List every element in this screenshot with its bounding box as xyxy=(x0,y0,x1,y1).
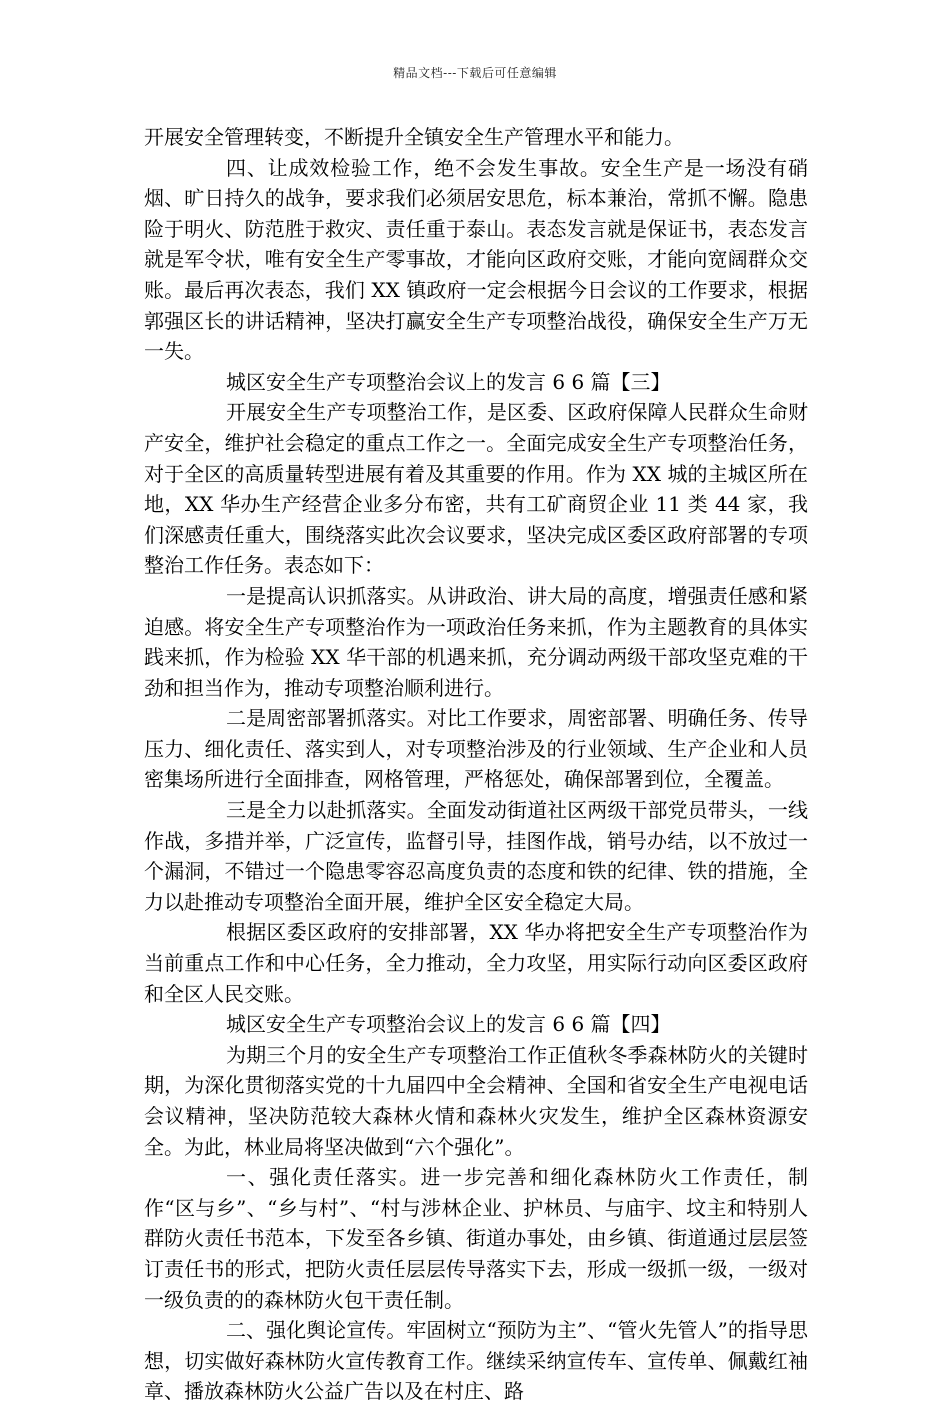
paragraph-strengthen-responsibility: 一、强化责任落实。进一步完善和细化森林防火工作责任，制作“区与乡”、“乡与村”、“村与涉林企业、护林员、与庙宇、坟主和特别人群防火责任书范本，下发至各乡镇、街道办事处，由乡镇、街道通过层层签订责任书的形式，把防火责任层层传导落实下去，形成一级抓一级，一级对一级负责的的森林防火包干责任制。 xyxy=(144,1165,808,1312)
paragraph-section-four: 四、让成效检验工作，绝不会发生事故。安全生产是一场没有硝烟、旷日持久的战争，要求我们必须居安思危，标本兼治，常抓不懈。隐患险于明火、防范胜于救灾、责任重于泰山。表态发言就是保证书，表态发言就是军令状，唯有安全生产零事故，才能向区政府交账，才能向宽阔群众交账。最后再次表态，我们 XX 镇政府一定会根据今日会议的工作要求，根据郭强区长的讲话精神，坚决打赢安全生产专项整治战役，确保安全生产万无一失。 xyxy=(144,155,808,364)
paragraph-intro-four: 为期三个月的安全生产专项整治工作正值秋冬季森林防火的关键时期，为深化贯彻落实党的十九届四中全会精神、全国和省安全生产电视电话会议精神，坚决防范较大森林火情和森林火灾发生，维护全区森林资源安全。为此，林业局将坚决做到“六个强化”。 xyxy=(144,1042,808,1159)
section-title-four: 城区安全生产专项整治会议上的发言 6 6 篇【四】 xyxy=(226,1012,671,1037)
page-header: 精品文档---下载后可任意编辑 xyxy=(393,66,557,80)
document-body xyxy=(144,122,808,1407)
section-title-three: 城区安全生产专项整治会议上的发言 6 6 篇【三】 xyxy=(226,369,671,394)
paragraph-point-two: 二是周密部署抓落实。对比工作要求，周密部署、明确任务、传导压力、细化责任、落实到人，对专项整治涉及的行业领域、生产企业和人员密集场所进行全面排查，网格管理，严格惩处，确保部署到位，全覆盖。 xyxy=(144,706,808,792)
paragraph-continuation: 开展安全管理转变，不断提升全镇安全生产管理水平和能力。 xyxy=(144,125,684,149)
paragraph-strengthen-publicity: 二、强化舆论宣传。牢固树立“预防为主”、“管火先管人”的指导思想，切实做好森林防火宣传教育工作。继续采纳宣传车、宣传单、佩戴红袖章、播放森林防火公益广告以及在村庄、路 xyxy=(144,1318,808,1404)
paragraph-point-three: 三是全力以赴抓落实。全面发动街道社区两级干部党员带头，一线作战，多措并举，广泛宣传，监督引导，挂图作战，销号办结，以不放过一个漏洞，不错过一个隐患零容忍高度负责的态度和铁的纪律、铁的措施，全力以赴推动专项整治全面开展，维护全区安全稳定大局。 xyxy=(144,798,808,914)
paragraph-point-one: 一是提高认识抓落实。从讲政治、讲大局的高度，增强责任感和紧迫感。将安全生产专项整治作为一项政治任务来抓，作为主题教育的具体实践来抓，作为检验 XX 华干部的机遇来抓，充分调动两级干部攻坚克难的干劲和担当作为，推动专项整治顺利进行。 xyxy=(144,583,808,700)
paragraph-conclusion-three: 根据区委区政府的安排部署，XX 华办将把安全生产专项整治作为当前重点工作和中心任务，全力推动，全力攻坚，用实际行动向区委区政府和全区人民交账。 xyxy=(144,920,808,1006)
paragraph-intro-three: 开展安全生产专项整治工作，是区委、区政府保障人民群众生命财产安全，维护社会稳定的重点工作之一。全面完成安全生产专项整治任务，对于全区的高质量转型进展有着及其重要的作用。作为 XX 城的主城区所在地，XX 华办生产经营企业多分布密，共有工矿商贸企业 11 类 44 家，我们深感责任重大，围绕落实此次会议要求，坚决完成区委区政府部署的专项整治工作任务。表态如下： xyxy=(144,400,808,578)
